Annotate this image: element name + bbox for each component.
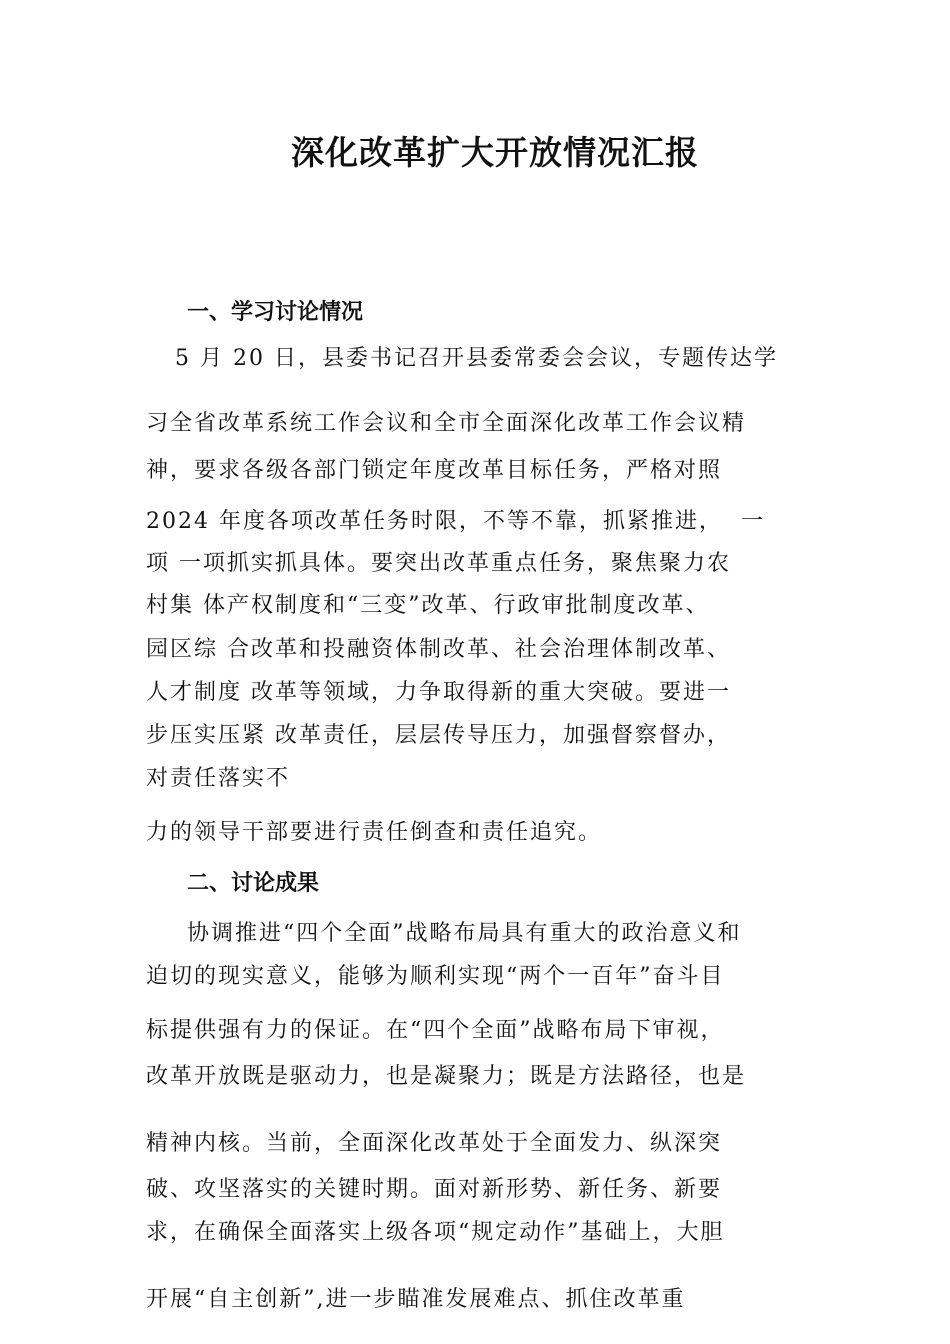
paragraph-line: 对责任落实不: [146, 766, 291, 791]
paragraph-line: 求，在确保全面落实上级各项“规定动作”基础上，大胆: [146, 1220, 725, 1245]
document-title: 深化改革扩大开放情况汇报: [291, 133, 699, 172]
section-heading-2: 二、讨论成果: [187, 871, 320, 896]
paragraph-line: 协调推进“四个全面”战略布局具有重大的政治意义和: [187, 921, 742, 946]
paragraph-line: 破、攻坚落实的关键时期。面对新形势、新任务、新要: [146, 1177, 723, 1202]
paragraph-line: 改革开放既是驱动力，也是凝聚力；既是方法路径，也是: [146, 1064, 747, 1089]
paragraph-line: 项 一项抓实抓具体。要突出改革重点任务，聚焦聚力农: [146, 551, 731, 576]
paragraph-line: 开展“自主创新”,进一步瞄准发展难点、抓住改革重: [146, 1287, 686, 1312]
paragraph-line: 村集 体产权制度和“三变”改革、行政审批制度改革、: [146, 593, 710, 618]
paragraph-line: 园区综 合改革和投融资体制改革、社会治理体制改革、: [146, 637, 731, 662]
paragraph-line: 迫切的现实意义，能够为顺利实现“两个一百年”奋斗目: [146, 964, 725, 989]
paragraph-line: 2024 年度各项改革任务时限，不等不靠，抓紧推进， 一: [146, 509, 765, 534]
paragraph-line: 神，要求各级各部门锁定年度改革目标任务，严格对照: [146, 458, 723, 483]
section-heading-1: 一、学习讨论情况: [187, 300, 364, 325]
paragraph-line: 力的领导干部要进行责任倒查和责任追究。: [146, 820, 603, 845]
paragraph-line: 习全省改革系统工作会议和全市全面深化改革工作会议精: [146, 411, 747, 436]
paragraph-line: 精神内核。当前，全面深化改革处于全面发力、纵深突: [146, 1131, 723, 1156]
paragraph-line: 人才制度 改革等领域，力争取得新的重大突破。要进一: [146, 680, 731, 705]
paragraph-line: 标提供强有力的保证。在“四个全面”战略布局下审视，: [146, 1018, 725, 1043]
paragraph-line: 步压实压紧 改革责任，层层传导压力，加强督察督办，: [146, 723, 731, 748]
paragraph-line: 5 月 20 日，县委书记召开县委常委会会议，专题传达学: [175, 346, 778, 371]
